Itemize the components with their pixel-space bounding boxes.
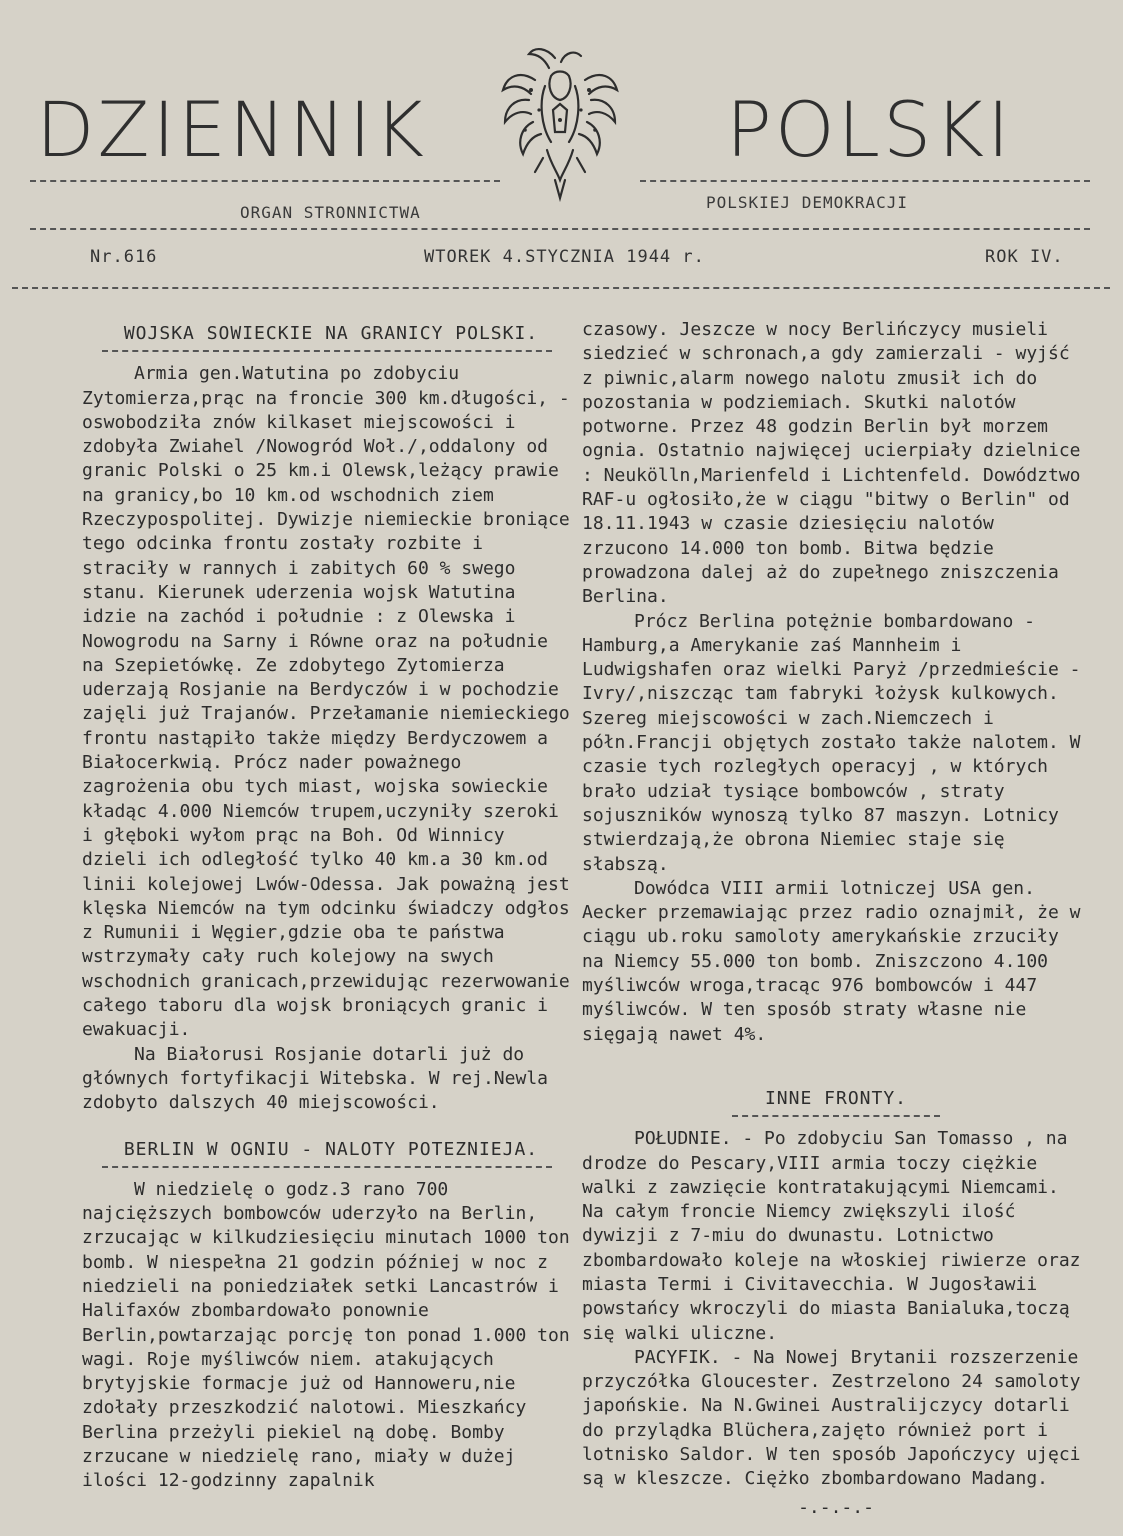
end-mark: -.-.-.- [798,1496,874,1518]
masthead-title-right: POLSKI [726,85,1013,174]
masthead-subtitle-right: POLSKIEJ DEMOKRACJI [706,193,909,212]
article-paragraph: Na Białorusi Rosjanie dotarli już do głównych fortyfikacji Witebska. W rej.Newla zdobyto dalszych 40 miejscowości. [82,1043,548,1114]
headline-rule [732,1115,940,1117]
article-paragraph: Armia gen.Watutina po zdobyciu Zytomierza,prąc na froncie 300 km.długości, - oswobodziła znów kilkaset miejscowości i zdobyła Zwiahel /Nowogród Woł./,oddalony od granic Polski o 25 km.i Olewsk,leżący prawie na granicy,bo 10 km.od wschodnich ziem Rzeczypospolitej. Dywizje niemieckie broniące tego odcinka frontu zostały rozbite i straciły w rannych i zabitych 60 % swego stanu. Kierunek uderzenia wojsk Watutina idzie na zachód i południe : z Olewska i Nowogrodu na Sarny i Równe oraz na południe na Szepietówkę. Ze zdobytego Zytomierza uderzają Rosjanie na Berdyczów i w pochodzie zajęli już Trajanów. Przełamanie niemieckiego frontu nastąpiło także między Berdyczowem a Białocerkwią. Prócz nader poważnego zagrożenia obu tych miast, wojska sowieckie kładąc 4.000 Niemców trupem,uczyniły szeroki i głęboki wyłom prąc na Boh. Od Winnicy dzieli ich odległość tylko 40 km.a 30 km.od linii kolejowej Lwów-Odessa. Jak poważną jest klęska Niemców na tym odcinku świadczy odgłos z Rumunii i Węgier,gdzie oba te państwa wstrzymały cały ruch kolejowy na swych wschodnich granicach,przewidując rezerwowanie całego taboru dla wojsk broniących granic i ewakuacji. [82,363,570,1041]
headline-other-fronts: INNE FRONTY. [764,1087,908,1109]
masthead-subtitle-left: ORGAN STRONNICTWA [240,203,421,222]
article-paragraph: POŁUDNIE. - Po zdobyciu San Tomasso , na drodze do Pescary,VIII armia toczy ciężkie walki z zawzięcie kontratakującymi Niemcami. Na całym froncie Niemcy zwiększyli ilość dywizji z 7-miu do dwunastu. Lotnictwo zbombardowało koleje na włoskiej riwierze oraz miasta Termi i Civitavecchia. W Jugosławii powstańcy wkroczyli do miasta Banialuka,toczą się walki uliczne. [582,1128,1081,1344]
right-column [582,318,1090,1520]
article-paragraph: Dowódca VIII armii lotniczej USA gen. Aecker przemawiając przez radio oznajmił, że w ciągu ub.roku samoloty amerykańskie zrzuciły na Niemcy 55.000 ton bomb. Zniszczono 4.100 myśliwców wroga,tracąc 976 bombowców i 447 myśliwców. W ten sposób straty własne nie sięgają nawet 4%. [582,877,1081,1045]
masthead-rule-lower [30,228,1090,230]
left-column [82,322,580,1494]
article-paragraph: W niedzielę o godz.3 rano 700 najcięższych bombowców uderzyło na Berlin, zrzucając w kilkudziesięciu minutach 1000 ton bomb. W niespełna 21 godzin później w noc z niedzieli na poniedziałek setki Lancastrów i Halifaxów zbombardowało ponownie Berlin,powtarzając porcję ton ponad 1.000 ton wagi. Roje myśliwców niem. atakujących brytyjskie formacje już od Hannoweru,nie zdołały przeszkodzić nalotowi. Mieszkańcy Berlina przeżyli piekiel ną dobę. Bomby zrzucane w niedzielę rano, miały w dużej ilości 12-godzinny zapalnik [82,1178,570,1492]
masthead-rule-left [30,180,500,182]
eagle-emblem-icon [495,40,625,225]
article-paragraph: Prócz Berlina potężnie bombardowano - Hamburg,a Amerykanie zaś Mannheim i Ludwigshafen oraz wielki Paryż /przedmieście - Ivry/,niszcząc tam fabryki łożysk kulkowych. Szereg miejscowości w zach.Niemczech i półn.Francji objętych zostało także nalotem. W czasie tych rozległych operacyj , w których brało udział tysiące bombowców , straty sojuszników wynoszą tylko 87 maszyn. Lotnicy stwierdzają,że obrona Niemiec staje się słabszą. [582,610,1081,875]
issue-year: ROK IV. [985,247,1064,267]
issue-date: WTOREK 4.STYCZNIA 1944 r. [424,247,705,267]
headline-berlin: BERLIN W OGNIU - NALOTY POTEZNIEJA. [123,1138,539,1160]
masthead-rule-right [640,180,1090,182]
article-paragraph: PACYFIK. - Na Nowej Brytanii rozszerzenie przyczółka Gloucester. Zestrzelono 24 samoloty japońskie. Na N.Gwinei Australijczycy dotarli do przylądka Blüchera,zajęto również port i lotnisko Saldor. W ten sposób Japończycy ujęci są w kleszcze. Ciężko zbombardowano Madang. [582,1346,1081,1490]
issue-number: Nr.616 [90,247,158,267]
headline-front: WOJSKA SOWIECKIE NA GRANICY POLSKI. [123,323,539,344]
headline-rule [102,350,552,352]
article-paragraph: czasowy. Jeszcze w nocy Berlińczycy musieli siedzieć w schronach,a gdy zamierzali - wyjść z piwnic,alarm nowego nalotu zmusił ich do pozostania w podziemiach. Skutki nalotów potworne. Przez 48 godzin Berlin był morzem ognia. Ostatnio najwięcej ucierpiały dzielnice : Neukölln,Marienfeld i Lichtenfeld. Dowództwo RAF-u ogłosiło,że w ciągu "bitwy o Berlin" od 18.11.1943 w czasie dziesięciu nalotów zrzucono 14.000 ton bomb. Bitwa będzie prowadzona dalej aż do zupełnego zniszczenia Berlina. [582,319,1081,608]
headline-rule [102,1166,552,1168]
masthead-title-left: DZIENNIK [36,85,427,174]
header-rule [12,287,1110,289]
